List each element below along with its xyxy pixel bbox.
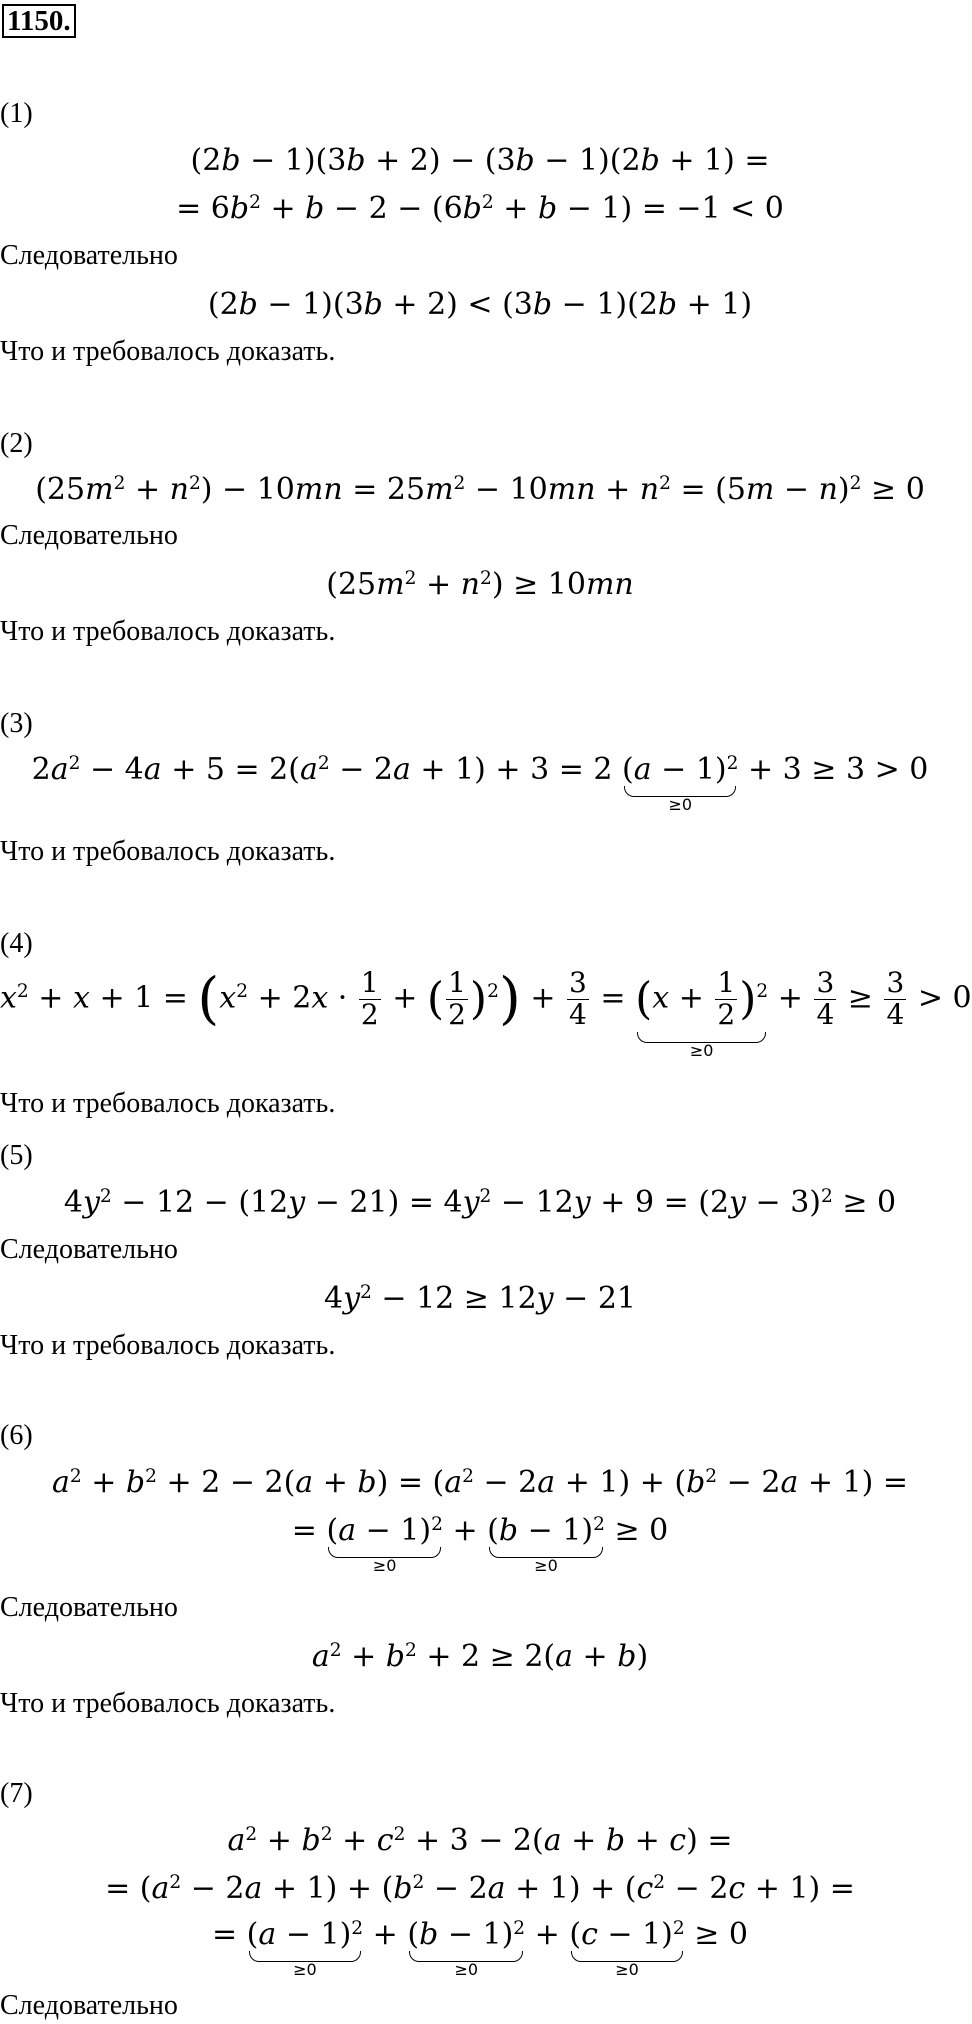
part-4-underbrace-label: ≥0 — [689, 1040, 714, 1060]
part-5-qed: Что и требовалось доказать. — [0, 1330, 336, 1361]
part-1-equation-line-1: (2b − 1)(3b + 2) − (3b − 1)(2b + 1) = — [190, 143, 770, 178]
part-1-equation-line-2: = $6b^2 + b - 2 - (6b^2 + b - 1) = -1 < 0$ — [176, 191, 784, 226]
part-3-underbrace-label: ≥0 — [668, 795, 693, 814]
part-7-equation-line-2: = $(a^2 - 2a + 1) + (b^2 - 2a + 1) + (c^2 - 2c + 1)$ = — [105, 1871, 855, 1906]
part-7-equation-line-3: = $(a - 1)^2$ ≥0 + $(b - 1)^2$ ≥0 + $(c - 1)^2$ ≥0 ≥ 0 — [211, 1917, 749, 1979]
part-6-equation-line-1: $a^2 + b^2 + 2 - 2(a + b) = (a^2 - 2a + 1) + (b^2 - 2a + 1)$ = — [51, 1465, 909, 1500]
part-7-underbrace-b-label: ≥0 — [454, 1960, 479, 1979]
problem-number: 1150. — [2, 4, 76, 38]
part-2-result: $(25m^2 + n^2) \ge 10mn$ — [326, 567, 634, 602]
part-5-label: (5) — [0, 1140, 33, 1171]
part-1-label: (1) — [0, 98, 33, 129]
part-1-qed: Что и требовалось доказать. — [0, 336, 336, 367]
part-4-underbrace: (x + $\frac{1}{2}$ )$^2$ ≥0 — [635, 966, 769, 1060]
part-2-equation: $(25m^2 + n^2) - 10mn = 25m^2 - 10mn + n^2 = (5m - n)^2 \ge 0$ — [35, 472, 925, 507]
part-1-result: (2b − 1)(3b + 2) < (3b − 1)(2b + 1) — [207, 287, 753, 322]
part-3-qed: Что и требовалось доказать. — [0, 836, 336, 867]
part-5-equation: $4y^2 - 12 - (12y - 21) = 4y^2 - 12y + 9 = (2y - 3)^2 \ge 0$ — [63, 1185, 897, 1220]
part-6-underbrace-a-label: ≥0 — [372, 1556, 397, 1575]
part-7-underbrace-a: $(a - 1)^2$ ≥0 — [246, 1917, 364, 1979]
part-6-therefore: Следовательно — [0, 1592, 178, 1623]
part-6-underbrace-b-label: ≥0 — [534, 1556, 558, 1575]
part-3-label: (3) — [0, 708, 33, 739]
part-6-underbrace-a: $(a - 1)^2$ ≥0 — [326, 1513, 443, 1575]
part-7-label: (7) — [0, 1778, 33, 1809]
part-1-therefore: Следовательно — [0, 240, 178, 271]
part-7-underbrace-c-label: ≥0 — [615, 1960, 639, 1979]
part-6-label: (6) — [0, 1420, 33, 1451]
part-4-label: (4) — [0, 928, 33, 959]
part-7-underbrace-b: $(b - 1)^2$ ≥0 — [407, 1917, 526, 1979]
part-6-equation-line-2: = $(a - 1)^2$ ≥0 + $(b - 1)^2$ ≥0 ≥ 0 — [291, 1513, 669, 1575]
part-6-result: $a^2 + b^2 + 2 \ge 2(a + b)$ — [311, 1639, 649, 1674]
part-7-underbrace-c: $(c - 1)^2$ ≥0 — [569, 1917, 685, 1979]
part-7-equation-line-1: $a^2 + b^2 + c^2 + 3 - 2(a + b + c)$ = — [227, 1823, 733, 1858]
part-2-therefore: Следовательно — [0, 520, 178, 551]
part-5-result: $4y^2 - 12 \ge 12y - 21$ — [324, 1281, 636, 1316]
part-2-label: (2) — [0, 428, 33, 459]
part-6-qed: Что и требовалось доказать. — [0, 1688, 336, 1719]
part-7-therefore: Следовательно — [0, 1990, 178, 2021]
part-2-qed: Что и требовалось доказать. — [0, 616, 336, 647]
part-3-equation: $2a^2 - 4a + 5 = 2(a^2 - 2a + 1) + 3 = 2$ $(a - 1)^2$ ≥0 + 3 ≥ 3 > 0 — [31, 752, 929, 814]
part-3-underbrace: $(a - 1)^2$ ≥0 — [622, 752, 739, 814]
part-4-qed: Что и требовалось доказать. — [0, 1088, 336, 1119]
part-5-therefore: Следовательно — [0, 1234, 178, 1265]
part-7-underbrace-a-label: ≥0 — [293, 1960, 317, 1979]
part-4-equation: $x^2 + x + 1 = (x^2 + 2x$ · $\frac{1}{2}$ + ( $\frac{1}{2}$ )$^2$) + $\frac{3}{4}$ = (x + $\frac{1}{2}$ )$^2$ ≥0 + $\frac{3}{4}$ ≥ $\frac{3}{4}$ > 0 — [0, 966, 972, 1060]
part-6-underbrace-b: $(b - 1)^2$ ≥0 — [487, 1513, 605, 1575]
